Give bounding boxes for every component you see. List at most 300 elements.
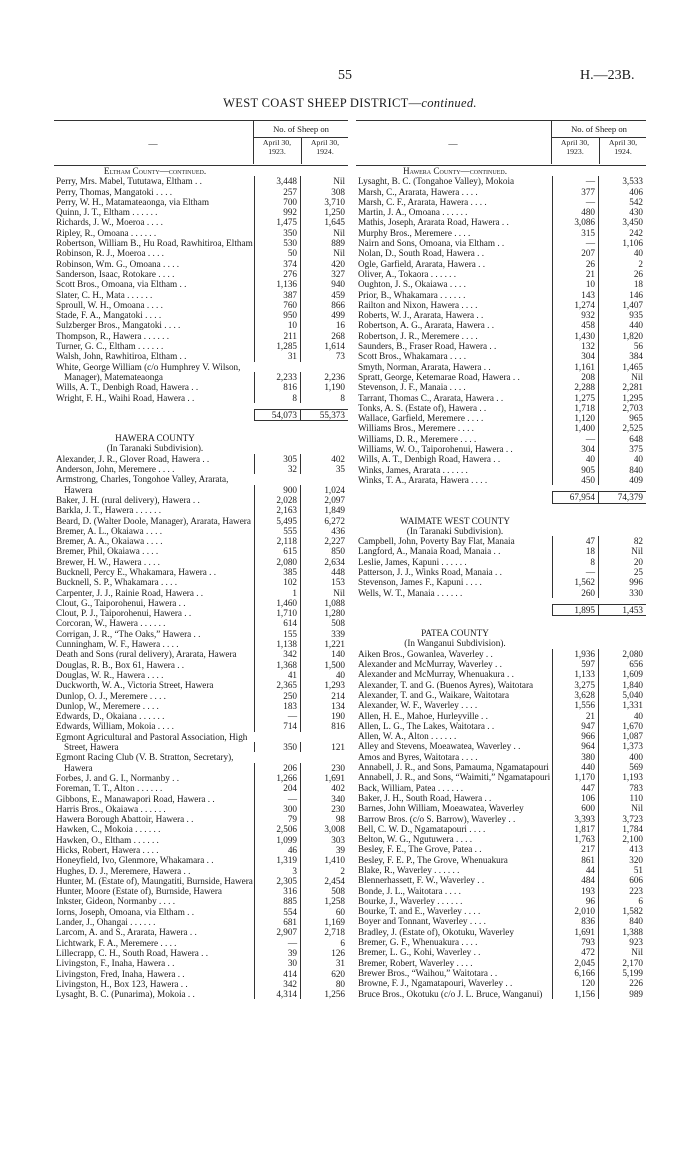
left-table-header [54,120,348,166]
sheep-1923: 26 [552,259,598,269]
table-row [54,639,348,649]
sheep-1924: 146 [598,290,646,300]
owner-name: Alley and Stevens, Moeawatea, Waverley . . [358,741,521,752]
sheep-1924: 840 [598,916,646,926]
sheep-1924: 989 [598,989,646,999]
table-row [356,290,646,300]
sheep-1923: 861 [552,855,598,865]
sheep-1923: 79 [254,814,300,824]
table-row [54,845,348,855]
name-column-header: — [448,139,458,149]
owner-name: Bourke, J., Waverley . . . . . . [358,895,463,906]
sheep-1924: 2,718 [300,927,348,937]
sheep-1924: 2,097 [300,495,348,505]
sheep-1924: 409 [598,475,646,485]
county-continued-heading [356,166,646,176]
owner-name: Lillecrapp, C. H., South Road, Hawera . . [56,947,209,958]
owner-name: Campbell, John, Poverty Bay Flat, Manaia [358,536,515,547]
sheep-1924: 840 [598,465,646,475]
table-row [356,465,646,475]
sheep-1923: 21 [552,269,598,279]
page-title [0,96,700,111]
table-row [356,341,646,351]
owner-name: Oughton, J. S., Okaiawa . . . . [358,279,466,290]
table-row [356,393,646,403]
owner-name: Baker, J. H., South Road, Hawera . . [358,792,492,803]
owner-name: Belton, W. G., Ngutuwera . . . . [358,834,473,845]
sheep-1924: 230 [300,763,348,773]
sheep-1923: 217 [552,844,598,854]
sheep-1924: 620 [300,969,348,979]
owner-name: Nairn and Sons, Omoana, via Eltham . . [358,238,505,249]
table-row [356,669,646,679]
owner-name: Eltham County—continued. [103,166,207,176]
owner-name: Wills, A. T., Denbigh Road, Hawera . . [358,454,501,465]
sheep-1924: Nil [300,176,348,186]
sheep-1924: 889 [300,238,348,248]
sheep-1924: Nil [300,588,348,598]
table-row [54,752,348,773]
table-row [356,803,646,813]
table-row [356,444,646,454]
sheep-1923: 992 [254,207,300,217]
owner-name: Ogle, Garfield, Ararata, Hawera . . [358,258,486,269]
owner-name: Alexander, W. F., Waverley . . . . [358,700,478,711]
sheep-1924: 1,388 [598,927,646,937]
table-row [356,700,646,710]
sheep-1923: 342 [254,979,300,989]
sheep-1924: 1,087 [598,731,646,741]
owner-name: Hughes, D. J., Meremere, Hawera . . [56,865,191,876]
sheep-1923: 836 [552,916,598,926]
table-row [54,886,348,896]
table-row [54,794,348,804]
owner-name: Williams Bros., Meremere . . . . [358,423,474,434]
sheep-1923: 554 [254,907,300,917]
sheep-1923: 10 [254,320,300,330]
sheep-1924: 1,280 [300,608,348,618]
sheep-1923: 21 [552,711,598,721]
table-row [54,362,348,383]
sheep-1923: 5,495 [254,516,300,526]
county-continued-heading [54,166,348,176]
owner-name: Forbes, J. and G. I., Normanby . . [56,772,179,783]
sheep-1924: 430 [598,207,646,217]
owner-name: Sanderson, Isaac, Rotokare . . . . [56,268,175,279]
sheep-1924: 214 [300,691,348,701]
sheep-1923: 208 [552,372,598,382]
table-row [356,649,646,659]
sheep-1923: 1,710 [254,608,300,618]
table-row [356,382,646,392]
sheep-1923: 206 [254,763,300,773]
right-table-header [356,120,646,166]
owner-name: Mathis, Joseph, Ararata Road, Hawera . . [358,217,509,228]
table-row [54,536,348,546]
table-row [356,783,646,793]
owner-name: Lander, J., Ohangai . . . . . . [56,917,156,928]
sheep-1923: 2,907 [254,927,300,937]
table-row [54,608,348,618]
owner-name: Egmont Agricultural and Pastoral Association, High Street, Hawera [56,731,248,753]
title-text: WEST COAST SHEEP DISTRICT— [223,96,422,110]
sheep-1924: 569 [598,762,646,772]
sheep-1923: 30 [254,958,300,968]
table-row [356,762,646,772]
col-1923-header: April 30, 1923. [560,138,590,156]
sheep-1924: 1,331 [598,700,646,710]
page-header [0,0,700,110]
owner-name: Roberts, W. J., Ararata, Hawera . . [358,310,484,321]
sheep-1924: 134 [300,701,348,711]
sheep-1923: 304 [552,444,598,454]
sheep-1924: 1,295 [598,393,646,403]
group-title: No. of Sheep on [552,121,646,138]
sheep-1923: 1,285 [254,341,300,351]
table-row [54,948,348,958]
table-row [356,958,646,968]
owner-name: Annabell, J. R., and Sons, “Waimiti,” Ngamatapouri [358,772,551,783]
owner-name: (In Taranaki Subdivision). [106,443,204,454]
owner-name: Nolan, D., South Road, Hawera . . [358,248,485,259]
owner-name: Bremer, A. A., Okaiawa . . . . [56,536,163,547]
owner-name: Death and Sons (rural delivery), Ararata, Hawera [56,649,237,660]
table-row [356,741,646,751]
table-row [356,423,646,433]
sheep-1923: 458 [552,320,598,330]
owner-name: Hawera County—continued. [402,166,508,176]
table-row [356,207,646,217]
sheep-1924: 1,840 [598,680,646,690]
sheep-1924: Nil [300,248,348,258]
sheep-1924: 1,293 [300,680,348,690]
sheep-1924: 866 [300,300,348,310]
owner-name: Perry, W. H., Matamateaonga, via Eltham [56,196,209,207]
total-1923: 1,895 [552,604,598,616]
owner-name: Marsh, C., Ararata, Hawera . . . . [358,186,478,197]
group-title: No. of Sheep on [254,121,348,138]
sheep-1924: 406 [598,187,646,197]
sheep-count-header [253,121,348,164]
table-row [54,197,348,207]
sheep-1923: 374 [254,259,300,269]
sheep-1923: 40 [552,454,598,464]
table-row [54,670,348,680]
sheep-1923: 555 [254,526,300,536]
sheep-1924: 1,169 [300,917,348,927]
sheep-1923: 414 [254,969,300,979]
sheep-1924: 1,088 [300,598,348,608]
sheep-1924: 923 [598,937,646,947]
table-row [356,927,646,937]
sheep-1924: 448 [300,567,348,577]
sheep-1924: 327 [300,269,348,279]
sheep-1924: 3,710 [300,197,348,207]
owner-name: Quinn, J. T., Eltham . . . . . . [56,207,158,218]
owner-name: Boyer and Tonnant, Waverley . . . . [358,916,486,927]
table-row [356,372,646,382]
table-row [356,454,646,464]
owner-name: Hunter, M. (Estate of), Maungatiti, Burnside, Hawera [56,875,253,886]
sheep-1924: 1,582 [598,906,646,916]
owner-name: Williams, D. R., Meremere . . . . [358,433,477,444]
sheep-1923: 304 [552,351,598,361]
sheep-1923: 600 [552,803,598,813]
sheep-1924: 20 [598,557,646,567]
table-row [356,855,646,865]
table-row [54,979,348,989]
table-row [356,731,646,741]
sheep-1923: 2,045 [552,958,598,968]
owner-name: Baker, J. H. (rural delivery), Hawera . . [56,494,200,505]
table-row [54,382,348,392]
sheep-1923: 3,448 [254,176,300,186]
table-row [356,197,646,207]
name-column-header: — [148,139,158,149]
sheep-1924: 5,040 [598,690,646,700]
sheep-1923: 2,506 [254,824,300,834]
sheep-1924: 996 [598,577,646,587]
owner-name: Saunders, B., Fraser Road, Hawera . . [358,341,497,352]
total-1923: 54,073 [254,409,300,421]
table-row [54,876,348,886]
sheep-1924: 2,703 [598,403,646,413]
table-row [356,588,646,598]
table-row [356,577,646,587]
sheep-1924: 2,236 [300,372,348,382]
sheep-1924: 935 [598,310,646,320]
sheep-1923: 885 [254,896,300,906]
table-row [54,907,348,917]
sheep-1923: 760 [254,300,300,310]
sheep-1923: 257 [254,187,300,197]
owner-name: Lichtwark, F. A., Meremere . . . . [56,937,177,948]
owner-name: Alexander and McMurray, Waverley . . [358,659,502,670]
table-row [54,516,348,526]
owner-name: Dunlop, O. J., Meremere . . . . [56,690,166,701]
table-row [54,505,348,515]
sheep-1924: 1,645 [300,217,348,227]
owner-name: PATEA COUNTY [421,628,489,639]
sheep-1923: 6,166 [552,968,598,978]
table-row [54,938,348,948]
county-heading [356,516,646,526]
total-row [54,409,348,421]
right-rows [356,166,646,999]
sheep-1924: 1,258 [300,896,348,906]
sheep-1923: 480 [552,207,598,217]
owner-name: Williams, W. O., Taiporohenui, Hawera . . [358,444,513,455]
table-row [54,866,348,876]
sheep-1924: 1,849 [300,505,348,515]
table-row [54,711,348,721]
owner-name: Wallace, Garfield, Meremere . . . . [358,413,484,424]
sheep-1924: 375 [598,444,646,454]
sheep-1923: 316 [254,886,300,896]
table-row [54,917,348,927]
sheep-1923: 3 [254,866,300,876]
table-row [356,793,646,803]
sheep-1923: 681 [254,917,300,927]
sheep-1924: 940 [300,279,348,289]
sheep-1923: 950 [254,310,300,320]
owner-name: Oliver, A., Tokaora . . . . . . [358,268,457,279]
sheep-1924: 339 [300,629,348,639]
owner-name: Leslie, James, Kapuni . . . . . . [358,556,467,567]
table-row [356,238,646,248]
sheep-1924: 2,281 [598,382,646,392]
sheep-1923: 2,010 [552,906,598,916]
sheep-1924: 2,170 [598,958,646,968]
sheep-1923: 47 [552,536,598,546]
table-row [356,187,646,197]
table-row [54,300,348,310]
sheep-1923: 44 [552,865,598,875]
sheep-1923: 315 [552,228,598,238]
owner-name: Blennerhassett, F. W., Waverley . . [358,875,485,886]
sheep-1923: 2,288 [552,382,598,392]
owner-name: Besley, F. E., The Grove, Patea . . [358,844,482,855]
table-row [356,310,646,320]
sheep-1924: 1,614 [300,341,348,351]
sheep-1923: 39 [254,948,300,958]
owner-name: Clout, P. J., Taiporohenui, Hawera . . [56,608,192,619]
table-row [356,721,646,731]
table-row [54,238,348,248]
table-row [356,711,646,721]
table-row [54,835,348,845]
sheep-1923: 377 [552,187,598,197]
owner-name: Walsh, John, Rawhitiroa, Eltham . . [56,351,187,362]
owner-name: White, George William (c/o Humphrey V. Wilson, Manager), Matemateaonga [56,361,241,382]
sheep-1924: 1,190 [300,382,348,392]
sheep-1923: 1,691 [552,927,598,937]
sheep-1923: — [254,711,300,721]
owner-name: Edwards, D., Okaiana . . . . . . [56,711,165,722]
sheep-1923: — [552,197,598,207]
table-row [54,783,348,793]
table-row [356,546,646,556]
sheep-1923: 484 [552,875,598,885]
owner-name: Livingston, Fred, Inaha, Hawera . . [56,968,185,979]
sheep-1923: 1,400 [552,423,598,433]
sheep-1924: 1,221 [300,639,348,649]
sheep-1923: 3,628 [552,690,598,700]
table-row [356,680,646,690]
owner-name: Tonks, A. S. (Estate of), Hawera . . [358,402,487,413]
sheep-1924: 1,407 [598,300,646,310]
col-1924-header: April 30, 1924. [301,138,348,164]
owner-name: (In Taranaki Subdivision). [406,525,504,536]
owner-name: Alexander, T. and G., Waikare, Waitotara [358,689,510,700]
sheep-1924: 2,454 [300,876,348,886]
sheep-1923: 96 [552,896,598,906]
owner-name: Lysaght, B. C. (Punarima), Mokoia . . [56,989,195,1000]
sheep-1923: 1,120 [552,413,598,423]
sheep-1923: 211 [254,331,300,341]
sheep-1923: 964 [552,741,598,751]
table-row [356,886,646,896]
table-row [54,320,348,330]
sheep-1923: 900 [254,485,300,495]
sheep-1923: 2,163 [254,505,300,515]
table-row [54,464,348,474]
owner-name: Bruce Bros., Okotuku (c/o J. L. Bruce, Wanganui) [358,988,543,999]
sheep-1923: 1,138 [254,639,300,649]
sheep-1923: 614 [254,618,300,628]
table-row [54,598,348,608]
sheep-1923: 350 [254,228,300,238]
table-row [54,474,348,495]
table-row [356,228,646,238]
sheep-1924: 783 [598,783,646,793]
owner-name: WAIMATE WEST COUNTY [400,515,510,526]
sheep-1923: 305 [254,454,300,464]
sheep-1924: 508 [300,618,348,628]
owner-name: Tarrant, Thomas C., Ararata, Hawera . . [358,392,504,403]
sheep-1923: — [552,567,598,577]
sheep-1924: 82 [598,536,646,546]
sheep-1923: 3,086 [552,217,598,227]
table-row [54,649,348,659]
sheep-1924: 35 [300,464,348,474]
owner-name: Bremer, Robert, Waverley . . . . [358,957,473,968]
owner-name: Alexander, T. and G. (Buenos Ayres), Waitotara [358,679,534,690]
table-row [54,495,348,505]
sheep-1923: 1,133 [552,669,598,679]
table-row [54,393,348,403]
owner-name: Bremer, L. G., Kohi, Waverley . . [358,947,481,958]
sheep-1924: 242 [598,228,646,238]
sheep-1924: 40 [598,711,646,721]
owner-name: Sproull, W. H., Omoana . . . . [56,299,163,310]
owner-name: Scott Bros., Omoana, via Eltham . . [56,279,187,290]
table-row [54,557,348,567]
sheep-1924: Nil [598,947,646,957]
sheep-1923: 8 [552,557,598,567]
sheep-1923: 714 [254,721,300,731]
table-row [54,691,348,701]
table-row [54,279,348,289]
owner-name: Stade, F. A., Mangatoki . . . . [56,310,162,321]
sheep-1924: 413 [598,844,646,854]
owner-name: Stevenson, James F., Kapuni . . . . [358,577,482,588]
owner-name: Turner, G. C., Eltham . . . . . . [56,341,164,352]
sheep-1923: 1,099 [254,835,300,845]
sheep-1923: 155 [254,629,300,639]
table-row [356,814,646,824]
sheep-1923: — [254,794,300,804]
table-row [356,536,646,546]
sheep-1924: 850 [300,546,348,556]
sheep-1923: 387 [254,290,300,300]
sheep-1923: 1,368 [254,660,300,670]
sheep-1924: 6,272 [300,516,348,526]
owner-name: Bradley, J. (Estate of), Okotuku, Waverley [358,926,514,937]
sheep-1924: 656 [598,659,646,669]
sheep-1924: 1,609 [598,669,646,679]
owner-name: Thompson, R., Hawera . . . . . . [56,330,170,341]
sheep-1924: 110 [598,793,646,803]
table-row [54,773,348,783]
owner-name: Larcom, A. and S., Ararata, Hawera . . [56,927,197,938]
sheep-1924: 5,199 [598,968,646,978]
owner-name: Hawera Borough Abattoir, Hawera . . [56,814,194,825]
sheep-1924: 16 [300,320,348,330]
sheep-1924: 2 [598,259,646,269]
sheep-count-header [551,121,646,164]
sheep-1923: 1,170 [552,772,598,782]
